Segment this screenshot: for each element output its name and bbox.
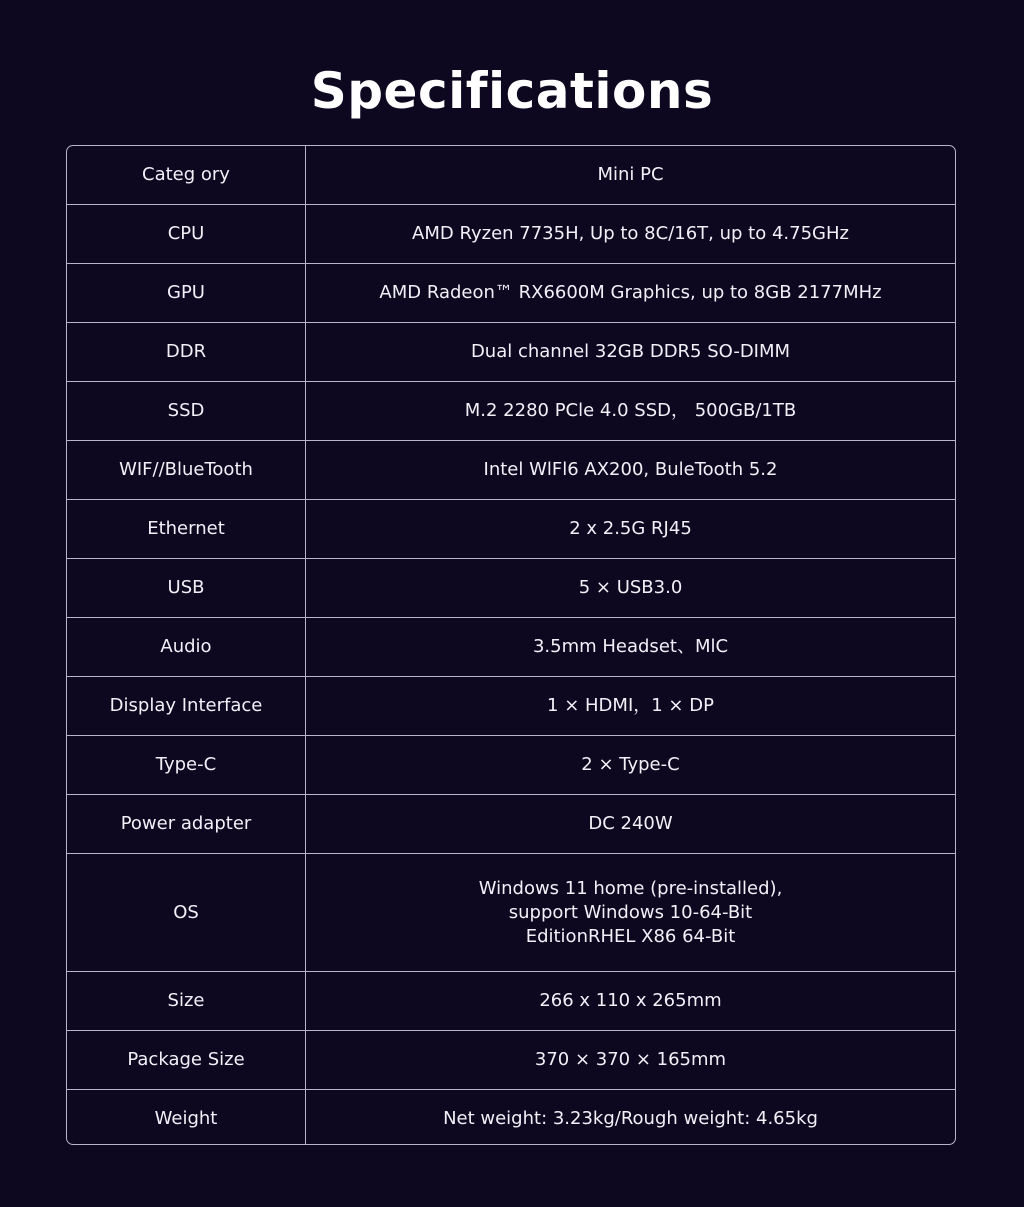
row-value xyxy=(306,618,956,677)
row-value-line: Dual channel 32GB DDR5 SO-DIMM xyxy=(470,341,791,362)
row-value xyxy=(306,1031,956,1090)
row-value xyxy=(306,441,956,500)
table-row-ethernet xyxy=(67,500,955,559)
row-value-line: Mini PC xyxy=(597,164,664,185)
row-label: Weight xyxy=(67,1090,306,1146)
row-value xyxy=(306,795,956,854)
row-value-line: 1 × HDMI，1 × DP xyxy=(547,695,714,716)
row-value-line: support Windows 10-64-Bit xyxy=(508,901,753,923)
table-row-category xyxy=(67,146,955,205)
row-value-line: EditionRHEL X86 64-Bit xyxy=(525,925,736,947)
row-label: Ethernet xyxy=(67,500,306,559)
row-value xyxy=(306,323,956,382)
table-row-gpu xyxy=(67,264,955,323)
row-value xyxy=(306,1090,956,1146)
table-row-ssd xyxy=(67,382,955,441)
table-row-usb xyxy=(67,559,955,618)
row-value xyxy=(306,205,956,264)
row-value-line: Intel WlFl6 AX200, BuleTooth 5.2 xyxy=(483,459,778,480)
row-value-line: 266 x 110 x 265mm xyxy=(539,990,722,1011)
table-row-weight xyxy=(67,1090,955,1146)
row-value-line: AMD Ryzen 7735H, Up to 8C/16T, up to 4.75GHz xyxy=(412,223,849,244)
table-row-os xyxy=(67,854,955,972)
row-value-line: 5 × USB3.0 xyxy=(578,577,683,598)
table-row-display-interface xyxy=(67,677,955,736)
row-value xyxy=(306,677,956,736)
row-value-line: 2 x 2.5G RJ45 xyxy=(569,518,692,539)
row-label: DDR xyxy=(67,323,306,382)
row-value xyxy=(306,559,956,618)
row-label: Power adapter xyxy=(67,795,306,854)
row-value-line: Net weight: 3.23kg/Rough weight: 4.65kg xyxy=(443,1108,818,1129)
specifications-table xyxy=(66,145,956,1145)
row-value xyxy=(306,382,956,441)
row-label: OS xyxy=(67,854,306,972)
table-row-size xyxy=(67,972,955,1031)
row-label: WIF//BlueTooth xyxy=(67,441,306,500)
row-label: Categ ory xyxy=(67,146,306,205)
table-row-audio xyxy=(67,618,955,677)
table-row-package-size xyxy=(67,1031,955,1090)
row-value xyxy=(306,264,956,323)
row-value-line: DC 240W xyxy=(588,813,673,834)
page-title: Specifications xyxy=(310,62,714,120)
table-row-cpu xyxy=(67,205,955,264)
row-value-line: AMD Radeon™ RX6600M Graphics, up to 8GB 2177MHz xyxy=(379,282,882,303)
row-label: Size xyxy=(67,972,306,1031)
row-label: Display Interface xyxy=(67,677,306,736)
row-value xyxy=(306,854,956,972)
row-value xyxy=(306,500,956,559)
table-row-ddr xyxy=(67,323,955,382)
table-row-wifi-bluetooth xyxy=(67,441,955,500)
table-row-type-c xyxy=(67,736,955,795)
row-value-line: Windows 11 home (pre-installed), xyxy=(478,877,783,899)
row-label: USB xyxy=(67,559,306,618)
row-label: SSD xyxy=(67,382,306,441)
row-value-line: M.2 2280 PCle 4.0 SSD， 500GB/1TB xyxy=(464,400,797,421)
row-value xyxy=(306,146,956,205)
row-label: Package Size xyxy=(67,1031,306,1090)
row-value-line: 3.5mm Headset、MlC xyxy=(532,636,729,657)
row-label: GPU xyxy=(67,264,306,323)
row-value-line: 2 × Type-C xyxy=(581,754,680,775)
row-value xyxy=(306,736,956,795)
row-value xyxy=(306,972,956,1031)
row-label: Type-C xyxy=(67,736,306,795)
table-row-power-adapter xyxy=(67,795,955,854)
row-label: Audio xyxy=(67,618,306,677)
row-label: CPU xyxy=(67,205,306,264)
row-value-line: 370 × 370 × 165mm xyxy=(534,1049,727,1070)
